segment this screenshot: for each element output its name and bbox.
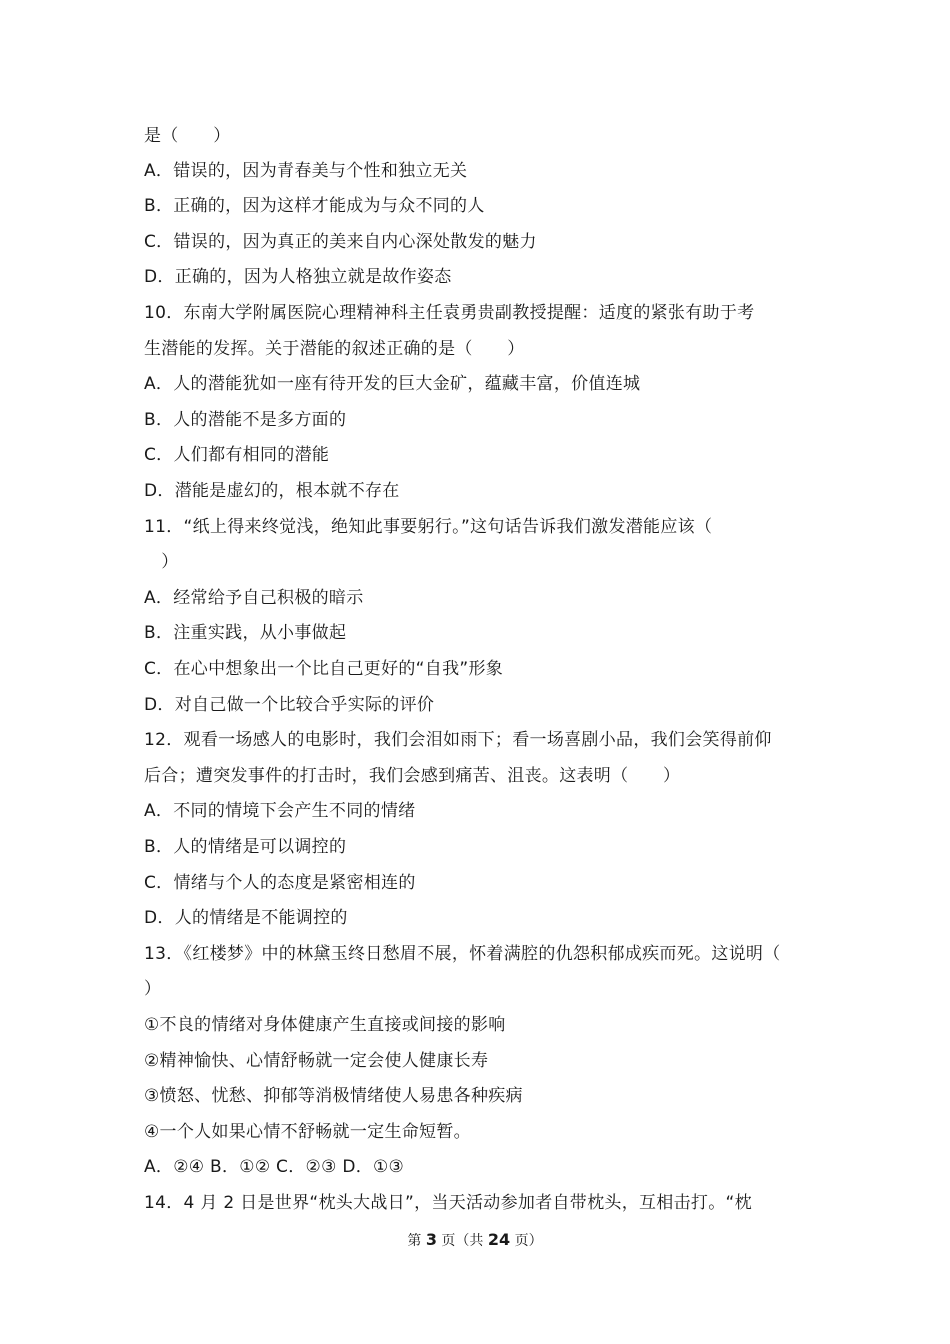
- text-line: C．错误的，因为真正的美来自内心深处散发的魅力: [144, 232, 537, 252]
- text-line: C．在心中想象出一个比自己更好的“自我”形象: [144, 659, 504, 679]
- text-line: A．②④ B．①② C．②③ D．①③: [144, 1157, 405, 1177]
- text-line: B．注重实践，从小事做起: [144, 623, 347, 643]
- text-line: A．错误的，因为青春美与个性和独立无关: [144, 161, 468, 181]
- text-line: B．正确的，因为这样才能成为与众不同的人: [144, 196, 485, 216]
- text-line: ④一个人如果心情不舒畅就一定生命短暂。: [144, 1122, 471, 1142]
- text-line: D．人的情绪是不能调控的: [144, 908, 348, 928]
- text-line: 14．4 月 2 日是世界“枕头大战日”，当天活动参加者自带枕头，互相击打。“枕: [144, 1193, 752, 1213]
- text-line: ②精神愉快、心情舒畅就一定会使人健康长寿: [144, 1051, 489, 1071]
- text-line: 后合；遭突发事件的打击时，我们会感到痛苦、沮丧。这表明（ ）: [144, 766, 681, 786]
- text-line: D．对自己做一个比较合乎实际的评价: [144, 695, 435, 715]
- text-line: 是（ ）: [144, 126, 231, 146]
- text-line: 10．东南大学附属医院心理精神科主任袁勇贵副教授提醒：适度的紧张有助于考: [144, 303, 755, 323]
- text-line: A．经常给予自己积极的暗示: [144, 588, 364, 608]
- text-line: A．人的潜能犹如一座有待开发的巨大金矿，蕴藏丰富，价值连城: [144, 374, 641, 394]
- text-line: D．正确的，因为人格独立就是故作姿态: [144, 267, 452, 287]
- text-line: 生潜能的发挥。关于潜能的叙述正确的是（ ）: [144, 339, 525, 359]
- text-line: 13．《红楼梦》中的林黛玉终日愁眉不展，怀着满腔的仇怨积郁成疾而死。这说明（: [144, 944, 781, 964]
- footer-prefix: 第: [407, 1233, 426, 1249]
- text-line: 11．“纸上得来终觉浅，绝知此事要躬行。”这句话告诉我们激发潜能应该（: [144, 517, 713, 537]
- footer-page-number: 3: [425, 1230, 437, 1249]
- footer-total-pages: 24: [487, 1230, 511, 1249]
- text-line: ）: [144, 552, 179, 572]
- text-line: C．情绪与个人的态度是紧密相连的: [144, 873, 416, 893]
- footer-middle: 页（共: [436, 1233, 488, 1249]
- text-line: 12．观看一场感人的电影时，我们会泪如雨下；看一场喜剧小品，我们会笑得前仰: [144, 730, 772, 750]
- text-line: B．人的潜能不是多方面的: [144, 410, 347, 430]
- text-line: ①不良的情绪对身体健康产生直接或间接的影响: [144, 1015, 506, 1035]
- text-line: D．潜能是虚幻的，根本就不存在: [144, 481, 400, 501]
- footer-suffix: 页）: [510, 1233, 543, 1249]
- text-line: B．人的情绪是可以调控的: [144, 837, 347, 857]
- text-line: ）: [144, 979, 162, 999]
- text-line: A．不同的情境下会产生不同的情绪: [144, 801, 416, 821]
- text-line: ③愤怒、忧愁、抑郁等消极情绪使人易患各种疾病: [144, 1086, 523, 1106]
- page-footer: [0, 1230, 950, 1250]
- text-line: C．人们都有相同的潜能: [144, 445, 330, 465]
